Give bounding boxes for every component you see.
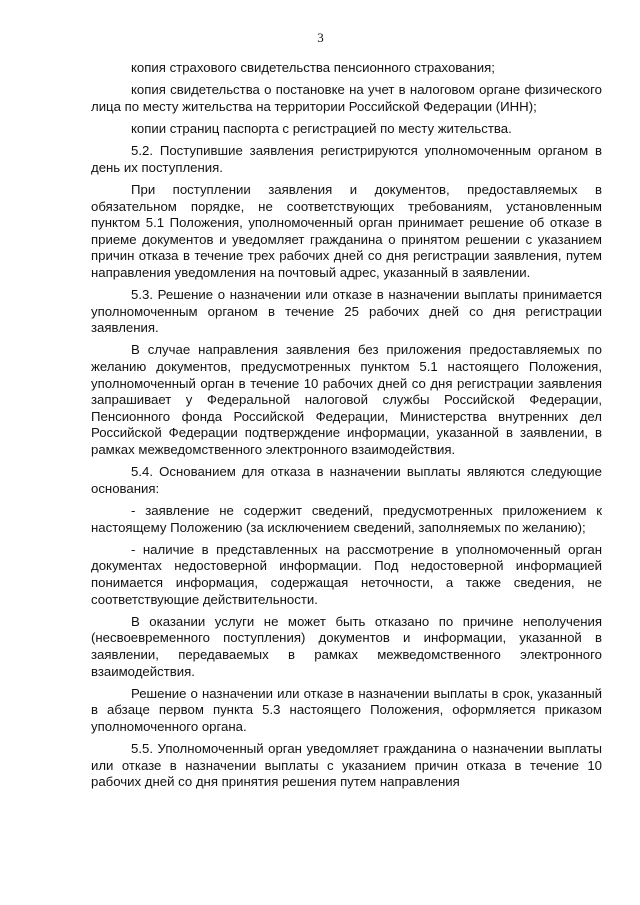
paragraph-1: копия страхового свидетельства пенсионного страхования; (131, 60, 495, 75)
paragraph-8: 5.4. Основанием для отказа в назначении выплаты являются следующие основания: (91, 464, 602, 496)
paragraph-4: 5.2. Поступившие заявления регистрируются уполномоченным органом в день их поступления. (91, 143, 602, 175)
paragraph-10: - наличие в представленных на рассмотрение в уполномоченный орган документах недостоверной информации. Под недостоверной информацией понимается информация, содержащая неточности, а также сведения, не соответствующие действительности. (91, 541, 602, 607)
paragraph-2: копия свидетельства о постановке на учет в налоговом органе физического лица по месту жительства на территории Российской Федерации (ИНН); (91, 82, 602, 114)
paragraph-5: При поступлении заявления и документов, предоставляемых в обязательном порядке, не соответствующих требованиям, установленным пунктом 5.1 Положения, уполномоченный орган принимает решение об отказе в приеме документов и уведомляет гражданина о принятом решении с указанием причин отказа в течение трех рабочих дней со дня регистрации заявления, путем направления уведомления на почтовый адрес, указанный в заявлении. (91, 181, 602, 280)
paragraph-9: - заявление не содержит сведений, предусмотренных приложением к настоящему Положению (за исключением сведений, заполняемых по желанию); (91, 503, 602, 535)
paragraph-11: В оказании услуги не может быть отказано по причине неполучения (несвоевременного поступления) документов и информации, указанной в заявлении, передаваемых в рамках межведомственного электронного взаимодействия. (91, 613, 602, 679)
page-number: 3 (317, 30, 324, 45)
paragraph-6: 5.3. Решение о назначении или отказе в назначении выплаты принимается уполномоченным органом в течение 25 рабочих дней со дня регистрации заявления. (91, 287, 602, 336)
paragraph-3: копии страниц паспорта с регистрацией по месту жительства. (131, 120, 512, 136)
paragraph-7: В случае направления заявления без приложения предоставляемых по желанию документов, предусмотренных пунктом 5.1 настоящего Положения, уполномоченный орган в течение 10 рабочих дней со дня регистрации заявления запрашивает у Федеральной налоговой службы Российской Федерации, Пенсионного фонда Российской Федерации, Министерства внутренних дел Российской Федерации подтверждение информации, указанной в заявлении, в рамках межведомственного электронного взаимодействия. (91, 342, 602, 458)
paragraph-12: Решение о назначении или отказе в назначении выплаты в срок, указанный в абзаце первом пункта 5.3 настоящего Положения, оформляется приказом уполномоченного органа. (91, 685, 602, 734)
paragraph-13: 5.5. Уполномоченный орган уведомляет гражданина о назначении выплаты или отказе в назначении выплаты с указанием причин отказа в течение 10 рабочих дней со дня принятия решения путем направления (91, 741, 602, 790)
